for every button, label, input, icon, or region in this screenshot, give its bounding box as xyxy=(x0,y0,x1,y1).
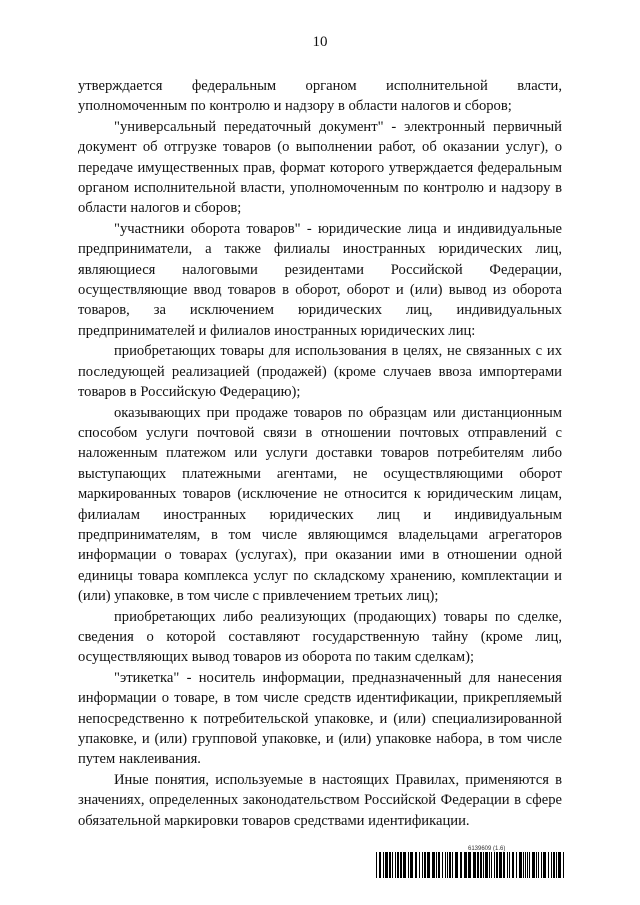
barcode-bar xyxy=(527,852,528,878)
barcode-bar xyxy=(422,852,423,878)
barcode-bar xyxy=(424,852,426,878)
barcode-bar xyxy=(442,852,443,878)
barcode-bar xyxy=(536,852,537,878)
barcode-bar xyxy=(419,852,420,878)
barcode-bar xyxy=(460,852,462,878)
barcode-bar xyxy=(408,852,409,878)
barcode-bar xyxy=(392,852,393,878)
barcode-bar xyxy=(519,852,522,878)
barcode-bar xyxy=(516,852,517,878)
barcode-bar xyxy=(400,852,402,878)
barcode-bar xyxy=(468,852,471,878)
barcode-bar xyxy=(489,852,490,878)
paragraph-continuation: утверждается федеральным органом исполнительной власти, уполномоченным по контролю и надзору в области налогов и сборов; xyxy=(78,78,562,115)
page-number: 10 xyxy=(312,34,328,50)
barcode-bar xyxy=(477,852,479,878)
barcode-bar xyxy=(553,852,555,878)
barcode-bar xyxy=(499,852,502,878)
barcode-bar xyxy=(551,852,552,878)
barcode-icon xyxy=(376,852,564,878)
paragraph-exclusion-own-use: приобретающих товары для использования в целях, не связанных с их последующей реализацией (продажей) (кроме случаев ввоза импортерами товаров в Российскую Федерацию); xyxy=(78,343,562,401)
barcode-bar xyxy=(385,852,388,878)
paragraph-participants-definition: "участники оборота товаров" - юридические лица и индивидуальные предприниматели, а также филиалы иностранных юридических лиц, являющиеся налоговыми резидентами Российской Федерации, осуществляющие ввод товаров в оборот, оборот и (или) вывод из оборота товаров, за исключением юридических лиц, индивидуальных предпринимателей и филиалов иностранных юридических лиц: xyxy=(78,220,562,339)
barcode-bar xyxy=(383,852,384,878)
barcode-bar xyxy=(496,852,498,878)
barcode-bar xyxy=(503,852,505,878)
barcode-bar xyxy=(509,852,510,878)
barcode-bar xyxy=(523,852,524,878)
barcode-bar xyxy=(455,852,458,878)
barcode-bar xyxy=(525,852,526,878)
barcode-bar xyxy=(379,852,381,878)
paragraph-exclusion-state-secret: приобретающих либо реализующих (продающих) товары по сделке, сведения о которой составляют государственную тайну (кроме лиц, осуществляющих вывод товаров из оборота по таким сделкам); xyxy=(78,608,562,666)
barcode-bar xyxy=(438,852,440,878)
barcode-bar xyxy=(538,852,539,878)
barcode-bar xyxy=(473,852,476,878)
barcode-bar xyxy=(491,852,492,878)
barcode-bar xyxy=(389,852,391,878)
barcode-bar xyxy=(397,852,399,878)
barcode-bar xyxy=(480,852,482,878)
barcode-bar xyxy=(507,852,508,878)
barcode-bar xyxy=(395,852,396,878)
barcode-bar xyxy=(485,852,488,878)
barcode-bar xyxy=(410,852,413,878)
barcode-bar xyxy=(556,852,557,878)
paragraph-upd-definition: "универсальный передаточный документ" - электронный первичный документ об отгрузке товаров (о выполнении работ, об оказании услуг), о передаче имущественных прав, формат которого утверждается федеральным органом исполнительной власти, уполномоченным по контролю и надзору в области налогов и сборов; xyxy=(78,118,562,217)
document-code: 6139609 (1.6) xyxy=(468,846,506,852)
barcode-bar xyxy=(543,852,546,878)
barcode-bar xyxy=(449,852,451,878)
barcode-bar xyxy=(452,852,453,878)
barcode-bar xyxy=(464,852,467,878)
paragraph-label-definition: "этикетка" - носитель информации, предназначенный для нанесения информации о товаре, в том числе средств идентификации, прикрепляемый непосредственно к потребительской упаковке, и (или) специализированной упаковке, и (или) групповой упаковке, и (или) упаковке набора, в том числе путем наклеивания. xyxy=(78,669,562,768)
barcode-bar xyxy=(427,852,430,878)
barcode-bar xyxy=(558,852,561,878)
barcode-bar xyxy=(494,852,495,878)
barcode-bar xyxy=(529,852,530,878)
barcode-bar xyxy=(436,852,437,878)
barcode-bar xyxy=(541,852,542,878)
barcode-bar xyxy=(445,852,446,878)
document-body xyxy=(78,76,562,831)
barcode-bar xyxy=(415,852,417,878)
barcode-bar xyxy=(563,852,564,878)
barcode-bar xyxy=(512,852,514,878)
barcode-bar xyxy=(376,852,377,878)
barcode-bar xyxy=(432,852,435,878)
barcode-bar xyxy=(447,852,448,878)
barcode-bar xyxy=(483,852,484,878)
paragraph-exclusion-postal: оказывающих при продаже товаров по образцам или дистанционным способом услуги почтовой связи в отношении почтовых отправлений с наложенным платежом или услуги доставки товаров потребителям либо выступающих платежными агентами, не осуществляющими оборот маркированных товаров (исключение не относится к юридическим лицам, филиалам иностранных юридических лиц и индивидуальным предпринимателям, в том числе являющимся владельцами агрегаторов информации о товарах (услугах), при оказании ими в отношении одной единицы товара комплекса услуг по складскому хранению, комплектации и (или) упаковке, в том числе с привлечением третьих лиц); xyxy=(78,404,562,605)
barcode-bar xyxy=(548,852,549,878)
barcode-bar xyxy=(403,852,406,878)
barcode-bar xyxy=(532,852,535,878)
paragraph-other-terms: Иные понятия, используемые в настоящих Правилах, применяются в значениях, определенных законодательством Российской Федерации в сфере обязательной маркировки товаров средствами идентификации. xyxy=(78,771,562,829)
